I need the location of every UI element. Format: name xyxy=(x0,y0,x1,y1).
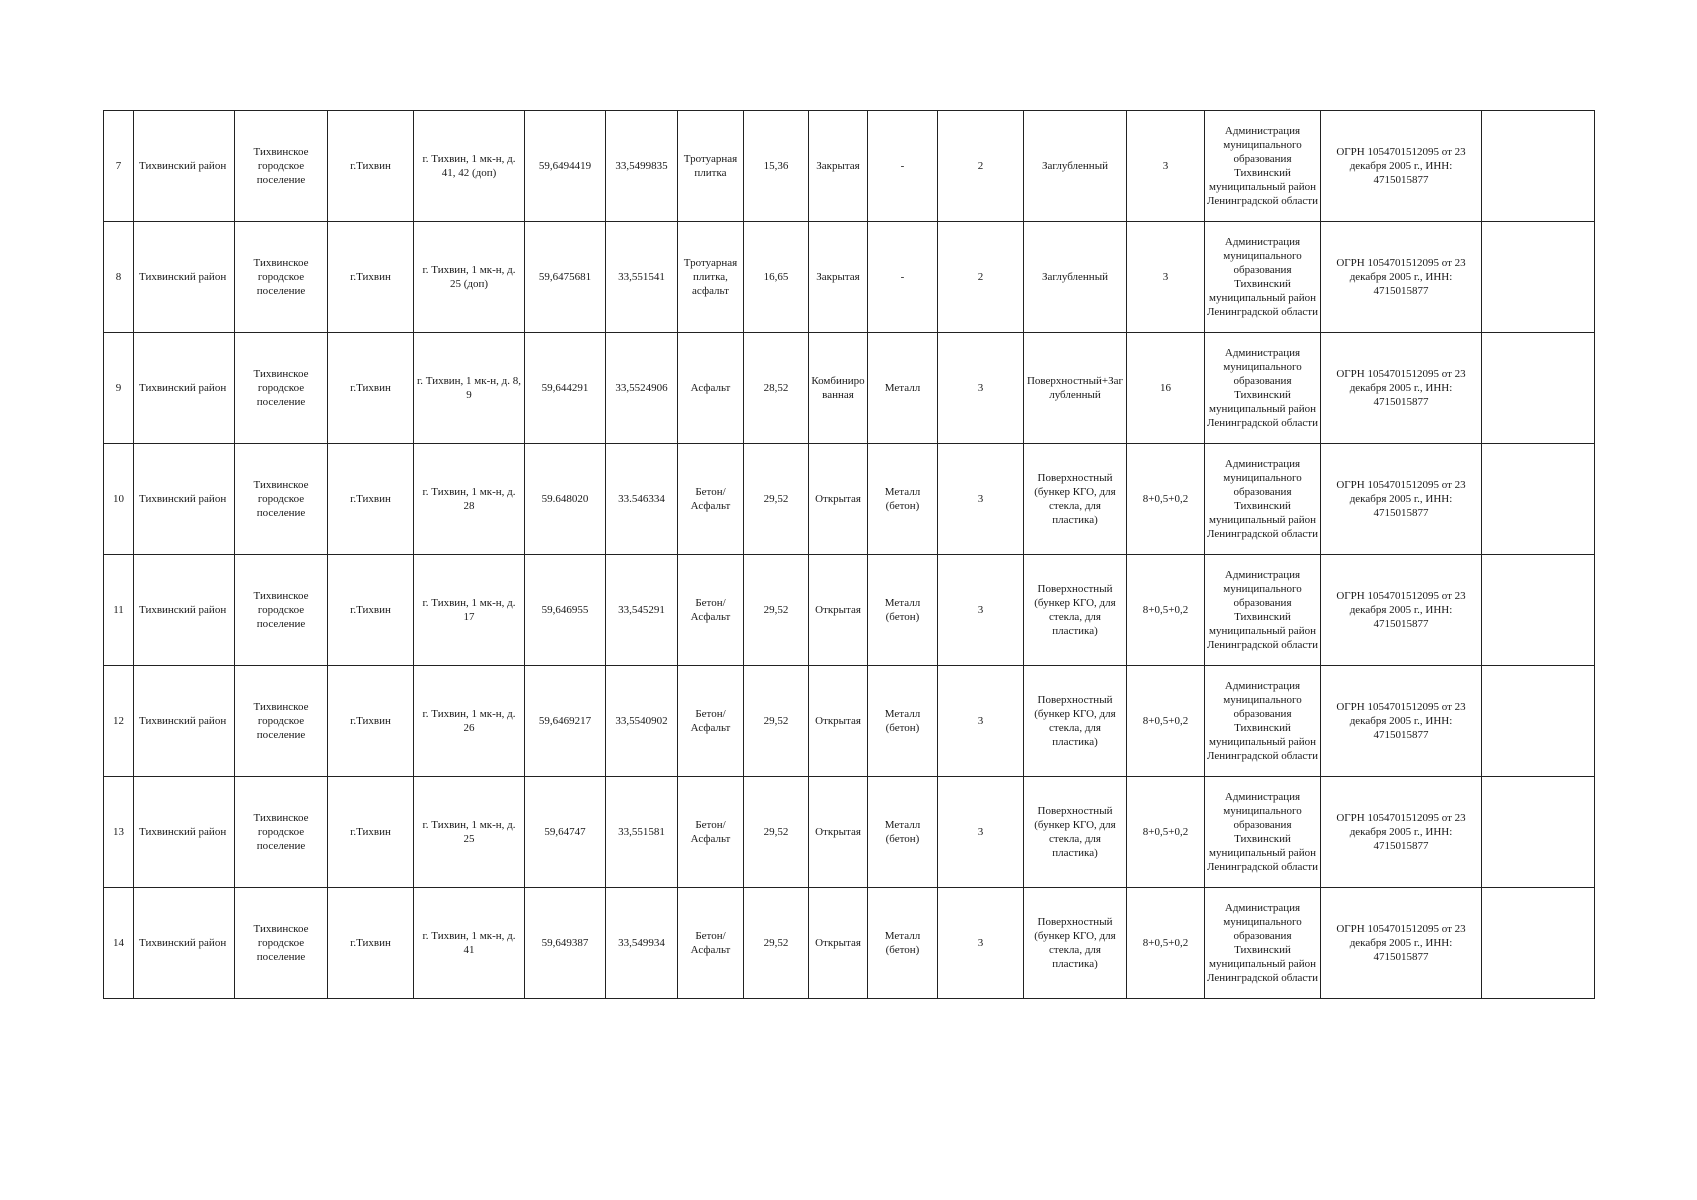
volume-cell: 16 xyxy=(1127,333,1205,444)
area-cell: 15,36 xyxy=(744,111,809,222)
ogrn-inn-cell: ОГРН 1054701512095 от 23 декабря 2005 г., ИНН: 4715015877 xyxy=(1321,888,1482,999)
surface-cell: Бетон/Асфальт xyxy=(678,888,744,999)
note-cell xyxy=(1482,222,1595,333)
fence-material-cell: Металл xyxy=(868,333,938,444)
owner-cell: Администрация муниципального образования Тихвинский муниципальный район Ленинградской области xyxy=(1205,333,1321,444)
note-cell xyxy=(1482,888,1595,999)
owner-cell: Администрация муниципального образования Тихвинский муниципальный район Ленинградской области xyxy=(1205,111,1321,222)
container-count-cell: 3 xyxy=(938,444,1024,555)
owner-cell: Администрация муниципального образования Тихвинский муниципальный район Ленинградской области xyxy=(1205,555,1321,666)
locality-cell: г.Тихвин xyxy=(328,555,414,666)
volume-cell: 8+0,5+0,2 xyxy=(1127,888,1205,999)
address-cell: г. Тихвин, 1 мк-н, д. 25 xyxy=(414,777,525,888)
ogrn-inn-cell: ОГРН 1054701512095 от 23 декабря 2005 г., ИНН: 4715015877 xyxy=(1321,666,1482,777)
volume-cell: 8+0,5+0,2 xyxy=(1127,666,1205,777)
longitude-cell: 33,549934 xyxy=(606,888,678,999)
fence-type-cell: Открытая xyxy=(809,444,868,555)
area-cell: 29,52 xyxy=(744,777,809,888)
table-body xyxy=(104,111,1595,999)
volume-cell: 3 xyxy=(1127,222,1205,333)
fence-material-cell: Металл (бетон) xyxy=(868,666,938,777)
locality-cell: г.Тихвин xyxy=(328,333,414,444)
row-number-cell: 10 xyxy=(104,444,134,555)
container-type-cell: Поверхностный (бункер КГО, для стекла, для пластика) xyxy=(1024,444,1127,555)
surface-cell: Асфальт xyxy=(678,333,744,444)
district-cell: Тихвинский район xyxy=(134,555,235,666)
table-row xyxy=(104,333,1595,444)
address-cell: г. Тихвин, 1 мк-н, д. 8, 9 xyxy=(414,333,525,444)
surface-cell: Тротуарная плитка, асфальт xyxy=(678,222,744,333)
fence-material-cell: Металл (бетон) xyxy=(868,777,938,888)
volume-cell: 8+0,5+0,2 xyxy=(1127,444,1205,555)
owner-cell: Администрация муниципального образования Тихвинский муниципальный район Ленинградской области xyxy=(1205,888,1321,999)
note-cell xyxy=(1482,111,1595,222)
locality-cell: г.Тихвин xyxy=(328,222,414,333)
area-cell: 29,52 xyxy=(744,666,809,777)
area-cell: 29,52 xyxy=(744,555,809,666)
district-cell: Тихвинский район xyxy=(134,111,235,222)
table-row xyxy=(104,555,1595,666)
container-type-cell: Поверхностный (бункер КГО, для стекла, для пластика) xyxy=(1024,888,1127,999)
row-number-cell: 8 xyxy=(104,222,134,333)
district-cell: Тихвинский район xyxy=(134,777,235,888)
latitude-cell: 59.648020 xyxy=(525,444,606,555)
ogrn-inn-cell: ОГРН 1054701512095 от 23 декабря 2005 г., ИНН: 4715015877 xyxy=(1321,111,1482,222)
fence-type-cell: Открытая xyxy=(809,888,868,999)
owner-cell: Администрация муниципального образования Тихвинский муниципальный район Ленинградской области xyxy=(1205,777,1321,888)
volume-cell: 8+0,5+0,2 xyxy=(1127,555,1205,666)
container-count-cell: 3 xyxy=(938,666,1024,777)
surface-cell: Бетон/Асфальт xyxy=(678,777,744,888)
locality-cell: г.Тихвин xyxy=(328,777,414,888)
owner-cell: Администрация муниципального образования Тихвинский муниципальный район Ленинградской области xyxy=(1205,222,1321,333)
fence-material-cell: Металл (бетон) xyxy=(868,444,938,555)
fence-material-cell: Металл (бетон) xyxy=(868,555,938,666)
volume-cell: 3 xyxy=(1127,111,1205,222)
longitude-cell: 33,5540902 xyxy=(606,666,678,777)
table-row xyxy=(104,444,1595,555)
row-number-cell: 12 xyxy=(104,666,134,777)
locality-cell: г.Тихвин xyxy=(328,111,414,222)
area-cell: 28,52 xyxy=(744,333,809,444)
district-cell: Тихвинский район xyxy=(134,222,235,333)
fence-material-cell: - xyxy=(868,222,938,333)
latitude-cell: 59,646955 xyxy=(525,555,606,666)
address-cell: г. Тихвин, 1 мк-н, д. 28 xyxy=(414,444,525,555)
container-type-cell: Поверхностный+Заглубленный xyxy=(1024,333,1127,444)
container-type-cell: Поверхностный (бункер КГО, для стекла, для пластика) xyxy=(1024,777,1127,888)
latitude-cell: 59,64747 xyxy=(525,777,606,888)
fence-type-cell: Комбинированная xyxy=(809,333,868,444)
surface-cell: Бетон/Асфальт xyxy=(678,555,744,666)
fence-type-cell: Закрытая xyxy=(809,111,868,222)
longitude-cell: 33,545291 xyxy=(606,555,678,666)
container-type-cell: Заглубленный xyxy=(1024,111,1127,222)
settlement-cell: Тихвинское городское поселение xyxy=(235,444,328,555)
container-count-cell: 2 xyxy=(938,111,1024,222)
latitude-cell: 59,649387 xyxy=(525,888,606,999)
fence-type-cell: Открытая xyxy=(809,666,868,777)
district-cell: Тихвинский район xyxy=(134,888,235,999)
container-count-cell: 3 xyxy=(938,888,1024,999)
longitude-cell: 33,5524906 xyxy=(606,333,678,444)
table-row xyxy=(104,888,1595,999)
fence-material-cell: Металл (бетон) xyxy=(868,888,938,999)
owner-cell: Администрация муниципального образования Тихвинский муниципальный район Ленинградской области xyxy=(1205,444,1321,555)
area-cell: 16,65 xyxy=(744,222,809,333)
address-cell: г. Тихвин, 1 мк-н, д. 41, 42 (доп) xyxy=(414,111,525,222)
table-row xyxy=(104,111,1595,222)
locality-cell: г.Тихвин xyxy=(328,444,414,555)
note-cell xyxy=(1482,444,1595,555)
district-cell: Тихвинский район xyxy=(134,444,235,555)
owner-cell: Администрация муниципального образования Тихвинский муниципальный район Ленинградской области xyxy=(1205,666,1321,777)
longitude-cell: 33,551541 xyxy=(606,222,678,333)
fence-material-cell: - xyxy=(868,111,938,222)
latitude-cell: 59,6494419 xyxy=(525,111,606,222)
row-number-cell: 11 xyxy=(104,555,134,666)
table-row xyxy=(104,666,1595,777)
settlement-cell: Тихвинское городское поселение xyxy=(235,111,328,222)
container-type-cell: Поверхностный (бункер КГО, для стекла, для пластика) xyxy=(1024,666,1127,777)
latitude-cell: 59,6469217 xyxy=(525,666,606,777)
note-cell xyxy=(1482,555,1595,666)
volume-cell: 8+0,5+0,2 xyxy=(1127,777,1205,888)
settlement-cell: Тихвинское городское поселение xyxy=(235,222,328,333)
fence-type-cell: Открытая xyxy=(809,777,868,888)
surface-cell: Бетон/Асфальт xyxy=(678,666,744,777)
area-cell: 29,52 xyxy=(744,888,809,999)
address-cell: г. Тихвин, 1 мк-н, д. 25 (доп) xyxy=(414,222,525,333)
fence-type-cell: Закрытая xyxy=(809,222,868,333)
settlement-cell: Тихвинское городское поселение xyxy=(235,888,328,999)
settlement-cell: Тихвинское городское поселение xyxy=(235,333,328,444)
container-count-cell: 3 xyxy=(938,333,1024,444)
address-cell: г. Тихвин, 1 мк-н, д. 17 xyxy=(414,555,525,666)
ogrn-inn-cell: ОГРН 1054701512095 от 23 декабря 2005 г., ИНН: 4715015877 xyxy=(1321,555,1482,666)
row-number-cell: 7 xyxy=(104,111,134,222)
longitude-cell: 33.546334 xyxy=(606,444,678,555)
surface-cell: Тротуарная плитка xyxy=(678,111,744,222)
latitude-cell: 59,644291 xyxy=(525,333,606,444)
note-cell xyxy=(1482,777,1595,888)
row-number-cell: 9 xyxy=(104,333,134,444)
table-row xyxy=(104,777,1595,888)
container-sites-table xyxy=(103,110,1595,999)
row-number-cell: 14 xyxy=(104,888,134,999)
address-cell: г. Тихвин, 1 мк-н, д. 41 xyxy=(414,888,525,999)
surface-cell: Бетон/Асфальт xyxy=(678,444,744,555)
container-type-cell: Поверхностный (бункер КГО, для стекла, для пластика) xyxy=(1024,555,1127,666)
ogrn-inn-cell: ОГРН 1054701512095 от 23 декабря 2005 г., ИНН: 4715015877 xyxy=(1321,444,1482,555)
address-cell: г. Тихвин, 1 мк-н, д. 26 xyxy=(414,666,525,777)
note-cell xyxy=(1482,333,1595,444)
settlement-cell: Тихвинское городское поселение xyxy=(235,555,328,666)
container-count-cell: 2 xyxy=(938,222,1024,333)
fence-type-cell: Открытая xyxy=(809,555,868,666)
area-cell: 29,52 xyxy=(744,444,809,555)
settlement-cell: Тихвинское городское поселение xyxy=(235,777,328,888)
table-row xyxy=(104,222,1595,333)
district-cell: Тихвинский район xyxy=(134,333,235,444)
document-sheet xyxy=(103,110,1594,999)
locality-cell: г.Тихвин xyxy=(328,666,414,777)
latitude-cell: 59,6475681 xyxy=(525,222,606,333)
ogrn-inn-cell: ОГРН 1054701512095 от 23 декабря 2005 г., ИНН: 4715015877 xyxy=(1321,777,1482,888)
note-cell xyxy=(1482,666,1595,777)
ogrn-inn-cell: ОГРН 1054701512095 от 23 декабря 2005 г., ИНН: 4715015877 xyxy=(1321,222,1482,333)
ogrn-inn-cell: ОГРН 1054701512095 от 23 декабря 2005 г., ИНН: 4715015877 xyxy=(1321,333,1482,444)
locality-cell: г.Тихвин xyxy=(328,888,414,999)
container-type-cell: Заглубленный xyxy=(1024,222,1127,333)
row-number-cell: 13 xyxy=(104,777,134,888)
container-count-cell: 3 xyxy=(938,777,1024,888)
longitude-cell: 33,551581 xyxy=(606,777,678,888)
district-cell: Тихвинский район xyxy=(134,666,235,777)
settlement-cell: Тихвинское городское поселение xyxy=(235,666,328,777)
container-count-cell: 3 xyxy=(938,555,1024,666)
longitude-cell: 33,5499835 xyxy=(606,111,678,222)
